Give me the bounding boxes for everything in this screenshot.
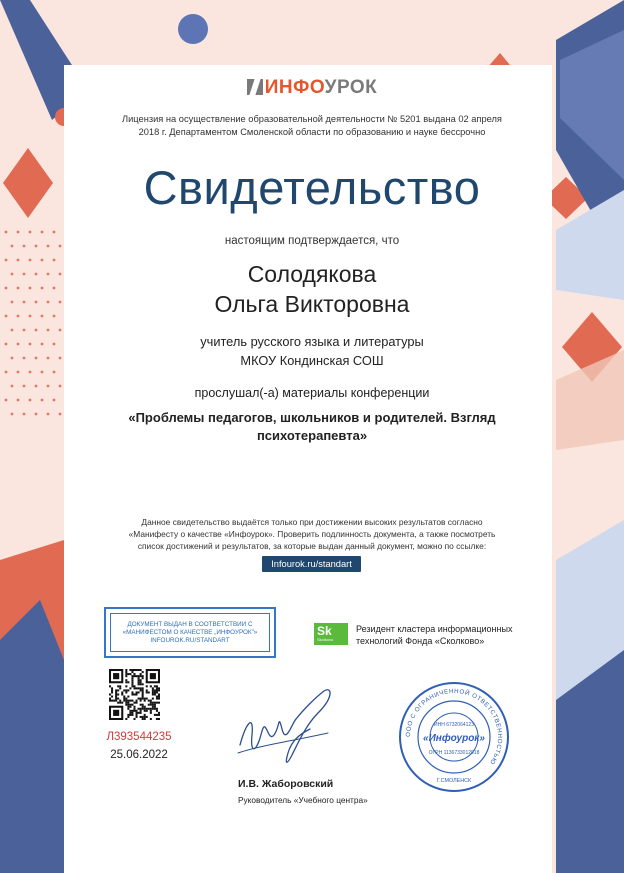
qr-module bbox=[125, 685, 127, 687]
decor-dot bbox=[59, 329, 62, 332]
qr-module bbox=[138, 698, 140, 700]
qr-module bbox=[125, 702, 127, 704]
qr-module bbox=[144, 714, 146, 716]
qr-module bbox=[142, 718, 144, 720]
qr-module bbox=[127, 704, 129, 706]
qr-module bbox=[123, 696, 125, 698]
decor-dot bbox=[11, 329, 14, 332]
qr-module bbox=[140, 698, 142, 700]
manifesto-line-3: INFOUROK.RU/STANDART bbox=[150, 636, 230, 644]
recipient-name bbox=[0, 259, 624, 319]
decor-dot bbox=[47, 413, 50, 416]
signatory-name: И.В. Жаборовский bbox=[238, 778, 334, 790]
qr-module bbox=[140, 681, 142, 683]
qr-module bbox=[138, 669, 140, 671]
decor-dot bbox=[17, 371, 20, 374]
qr-module bbox=[115, 696, 117, 698]
license-line-2: 2018 г. Департаментом Смоленской области по образованию и науке бессрочно bbox=[138, 127, 486, 137]
qr-module bbox=[156, 685, 158, 687]
qr-module bbox=[127, 714, 129, 716]
qr-module bbox=[140, 683, 142, 685]
qr-module bbox=[133, 693, 135, 695]
qr-module bbox=[146, 698, 148, 700]
qr-module bbox=[138, 675, 140, 677]
qr-module bbox=[138, 681, 140, 683]
qr-module bbox=[138, 679, 140, 681]
confirm-text: настоящим подтверждается, что bbox=[224, 235, 400, 247]
qr-module bbox=[125, 681, 127, 683]
qr-module bbox=[140, 669, 142, 671]
qr-module bbox=[127, 681, 129, 683]
skolkovo-line-1: Резидент кластера информационных bbox=[356, 624, 513, 634]
qr-module bbox=[146, 708, 148, 710]
qr-module bbox=[154, 689, 156, 691]
qr-code bbox=[109, 669, 160, 720]
conference-topic bbox=[120, 409, 504, 445]
qr-module bbox=[156, 718, 158, 720]
qr-module bbox=[152, 693, 154, 695]
decor-dot bbox=[53, 231, 56, 234]
qr-module bbox=[156, 689, 158, 691]
qr-module bbox=[129, 669, 131, 671]
qr-module bbox=[142, 675, 144, 677]
qr-module bbox=[140, 689, 142, 691]
qr-module bbox=[121, 693, 123, 695]
qr-module bbox=[129, 712, 131, 714]
qr-module bbox=[156, 710, 158, 712]
qr-module bbox=[125, 698, 127, 700]
qr-module bbox=[136, 716, 138, 718]
qr-module bbox=[150, 700, 152, 702]
qr-module bbox=[152, 691, 154, 693]
qr-module bbox=[148, 704, 150, 706]
disclaimer-line-1: Данное свидетельство выдаётся только при достижении высоких результатов согласно bbox=[141, 517, 483, 527]
qr-module bbox=[154, 691, 156, 693]
qr-module bbox=[117, 685, 119, 687]
qr-module bbox=[125, 718, 127, 720]
qr-module bbox=[115, 691, 117, 693]
logo-suffix: УРОК bbox=[324, 77, 378, 98]
qr-module bbox=[127, 716, 129, 718]
decor-dot bbox=[35, 413, 38, 416]
decor-dot bbox=[23, 329, 26, 332]
qr-module bbox=[138, 677, 140, 679]
registration-date: 25.06.2022 bbox=[110, 749, 168, 761]
qr-module bbox=[142, 696, 144, 698]
qr-module bbox=[140, 700, 142, 702]
skolkovo-text bbox=[356, 623, 536, 647]
qr-module bbox=[131, 714, 133, 716]
qr-module bbox=[113, 673, 119, 679]
qr-module bbox=[146, 685, 148, 687]
recipient-position: учитель русского языка и литературы bbox=[200, 334, 424, 349]
qr-module bbox=[154, 708, 156, 710]
qr-module bbox=[156, 698, 158, 700]
qr-module bbox=[156, 687, 158, 689]
qr-module bbox=[115, 693, 117, 695]
qr-module bbox=[150, 685, 152, 687]
qr-module bbox=[109, 700, 111, 702]
qr-module bbox=[131, 704, 133, 706]
qr-module bbox=[150, 704, 152, 706]
qr-module bbox=[158, 712, 160, 714]
qr-module bbox=[131, 679, 133, 681]
qr-module bbox=[152, 708, 154, 710]
recipient-surname: Солодякова bbox=[247, 261, 377, 287]
qr-module bbox=[127, 689, 129, 691]
qr-module bbox=[152, 698, 154, 700]
qr-module bbox=[133, 718, 135, 720]
qr-module bbox=[121, 691, 123, 693]
qr-module bbox=[129, 673, 131, 675]
qr-module bbox=[150, 718, 152, 720]
qr-module bbox=[133, 673, 135, 675]
disclaimer-line-2: «Манифесту о качестве «Инфоурок». Проверить подлинность документа, а также посмотреть bbox=[128, 529, 496, 539]
qr-module bbox=[136, 702, 138, 704]
qr-module bbox=[150, 673, 156, 679]
qr-module bbox=[138, 691, 140, 693]
disclaimer-text bbox=[108, 516, 516, 552]
qr-module bbox=[131, 677, 133, 679]
qr-module bbox=[154, 702, 156, 704]
qr-module bbox=[119, 687, 121, 689]
qr-module bbox=[150, 712, 152, 714]
qr-module bbox=[154, 693, 156, 695]
qr-module bbox=[133, 708, 135, 710]
qr-module bbox=[125, 704, 127, 706]
qr-module bbox=[119, 685, 121, 687]
qr-module bbox=[144, 700, 146, 702]
license-line-1: Лицензия на осуществление образовательной деятельности № 5201 выдана 02 апреля bbox=[122, 114, 502, 124]
qr-module bbox=[150, 710, 152, 712]
qr-module bbox=[111, 687, 113, 689]
qr-module bbox=[125, 691, 127, 693]
qr-module bbox=[142, 706, 144, 708]
qr-module bbox=[111, 700, 113, 702]
qr-module bbox=[127, 702, 129, 704]
qr-module bbox=[144, 698, 146, 700]
qr-module bbox=[156, 702, 158, 704]
manifesto-line-2: «МАНИФЕСТОМ О КАЧЕСТВЕ „ИНФОУРОК"» bbox=[122, 628, 258, 636]
skolkovo-line-2: технологий Фонда «Сколково» bbox=[356, 636, 485, 646]
qr-module bbox=[142, 691, 144, 693]
infourok-logo-icon bbox=[247, 79, 263, 95]
skolkovo-logo-letters: Sk bbox=[317, 624, 332, 638]
qr-module bbox=[109, 698, 111, 700]
qr-module bbox=[138, 683, 140, 685]
qr-module bbox=[133, 675, 135, 677]
qr-module bbox=[140, 673, 142, 675]
qr-module bbox=[138, 708, 140, 710]
qr-module bbox=[140, 710, 142, 712]
qr-module bbox=[129, 714, 131, 716]
qr-module bbox=[154, 714, 156, 716]
qr-module bbox=[156, 714, 158, 716]
qr-module bbox=[152, 704, 154, 706]
qr-module bbox=[133, 685, 135, 687]
qr-module bbox=[115, 700, 117, 702]
decor-dot bbox=[59, 413, 62, 416]
qr-module bbox=[158, 693, 160, 695]
qr-module bbox=[109, 685, 111, 687]
qr-module bbox=[131, 712, 133, 714]
qr-module bbox=[125, 679, 127, 681]
stamp-center-text: «Инфоурок» bbox=[423, 733, 485, 744]
qr-module bbox=[133, 702, 135, 704]
qr-module bbox=[129, 687, 131, 689]
qr-module bbox=[152, 702, 154, 704]
qr-module bbox=[156, 708, 158, 710]
qr-module bbox=[127, 706, 129, 708]
qr-module bbox=[131, 710, 133, 712]
qr-module bbox=[148, 708, 150, 710]
registration-number: Л393544235 bbox=[106, 731, 172, 743]
infourok-logo bbox=[0, 77, 624, 99]
qr-module bbox=[148, 700, 150, 702]
stamp-city: Г.СМОЛЕНСК bbox=[436, 778, 472, 784]
qr-module bbox=[158, 718, 160, 720]
qr-module bbox=[140, 704, 142, 706]
license-text bbox=[110, 113, 514, 139]
manifesto-badge bbox=[104, 607, 276, 658]
qr-module bbox=[129, 704, 131, 706]
qr-module bbox=[158, 689, 160, 691]
handwritten-signature bbox=[232, 683, 342, 773]
qr-module bbox=[140, 679, 142, 681]
qr-module bbox=[140, 687, 142, 689]
qr-module bbox=[154, 685, 156, 687]
qr-module bbox=[142, 687, 144, 689]
stamp-ring-text: ООО С ОГРАНИЧЕННОЙ ОТВЕТСТВЕННОСТЬЮ bbox=[404, 687, 504, 766]
decor-dot bbox=[17, 231, 20, 234]
decor-dot bbox=[29, 371, 32, 374]
decor-dot bbox=[41, 371, 44, 374]
qr-module bbox=[136, 687, 138, 689]
qr-module bbox=[125, 675, 127, 677]
qr-module bbox=[111, 689, 113, 691]
qr-module bbox=[133, 687, 135, 689]
qr-module bbox=[144, 710, 146, 712]
qr-module bbox=[156, 696, 158, 698]
decor-dot bbox=[35, 329, 38, 332]
qr-module bbox=[115, 689, 117, 691]
qr-module bbox=[136, 700, 138, 702]
qr-module bbox=[144, 708, 146, 710]
qr-module bbox=[152, 687, 154, 689]
qr-module bbox=[109, 693, 111, 695]
action-text: прослушал(-а) материалы конференции bbox=[194, 386, 430, 400]
qr-module bbox=[158, 702, 160, 704]
skolkovo-logo-small: Skolkovo bbox=[317, 637, 334, 642]
qr-module bbox=[142, 704, 144, 706]
qr-module bbox=[127, 696, 129, 698]
qr-module bbox=[154, 706, 156, 708]
decor-dot bbox=[47, 329, 50, 332]
qr-module bbox=[131, 675, 133, 677]
recipient-given-names: Ольга Викторовна bbox=[214, 291, 410, 317]
qr-module bbox=[117, 702, 119, 704]
qr-module bbox=[131, 700, 133, 702]
qr-module bbox=[150, 708, 152, 710]
qr-module bbox=[142, 716, 144, 718]
decor-dot bbox=[5, 231, 8, 234]
signatory-title: Руководитель «Учебного центра» bbox=[238, 795, 368, 805]
qr-module bbox=[140, 716, 142, 718]
stamp-inn: ИНН 6732064123 bbox=[433, 722, 475, 728]
qr-module bbox=[136, 675, 138, 677]
logo-prefix: ИНФО bbox=[264, 77, 325, 98]
qr-module bbox=[136, 693, 138, 695]
qr-module bbox=[136, 712, 138, 714]
qr-module bbox=[123, 689, 125, 691]
recipient-school: МКОУ Кондинская СОШ bbox=[240, 353, 384, 368]
certificate-title: Свидетельство bbox=[143, 161, 481, 214]
qr-module bbox=[129, 700, 131, 702]
qr-module bbox=[152, 689, 154, 691]
qr-module bbox=[119, 702, 121, 704]
skolkovo-logo bbox=[314, 623, 348, 645]
qr-module bbox=[136, 714, 138, 716]
qr-module bbox=[117, 693, 119, 695]
disclaimer-line-3: список достижений и результатов, за которые выдан данный документ, можно по ссылке: bbox=[137, 541, 487, 551]
topic-line-1: «Проблемы педагогов, школьников и родителей. Взгляд bbox=[128, 410, 496, 425]
qr-module bbox=[111, 691, 113, 693]
qr-module bbox=[125, 689, 127, 691]
qr-module bbox=[133, 669, 135, 671]
qr-module bbox=[131, 671, 133, 673]
qr-module bbox=[142, 708, 144, 710]
qr-module bbox=[142, 689, 144, 691]
qr-module bbox=[150, 702, 152, 704]
qr-module bbox=[127, 700, 129, 702]
qr-module bbox=[123, 700, 125, 702]
decor-dot bbox=[53, 371, 56, 374]
qr-module bbox=[129, 710, 131, 712]
qr-module bbox=[125, 671, 127, 673]
topic-line-2: психотерапевта» bbox=[256, 428, 368, 443]
qr-module bbox=[142, 693, 144, 695]
qr-module bbox=[113, 700, 115, 702]
qr-module bbox=[125, 669, 127, 671]
qr-module bbox=[119, 700, 121, 702]
qr-module bbox=[131, 681, 133, 683]
standart-link[interactable]: Infourok.ru/standart bbox=[262, 556, 361, 572]
qr-module bbox=[142, 683, 144, 685]
qr-module bbox=[111, 696, 113, 698]
qr-module bbox=[144, 718, 146, 720]
qr-module bbox=[131, 669, 133, 671]
qr-module bbox=[144, 716, 146, 718]
qr-module bbox=[144, 706, 146, 708]
qr-module bbox=[117, 689, 119, 691]
qr-module bbox=[158, 714, 160, 716]
qr-module bbox=[136, 669, 138, 671]
recipient-role bbox=[0, 332, 624, 370]
decor-dot bbox=[5, 371, 8, 374]
qr-module bbox=[113, 710, 119, 716]
qr-module bbox=[158, 696, 160, 698]
qr-module bbox=[158, 687, 160, 689]
qr-module bbox=[127, 708, 129, 710]
qr-module bbox=[133, 710, 135, 712]
qr-module bbox=[136, 710, 138, 712]
qr-module bbox=[117, 698, 119, 700]
qr-module bbox=[125, 700, 127, 702]
stamp-ogrn: ОГРН 1136733012018 bbox=[428, 750, 480, 756]
qr-module bbox=[127, 673, 129, 675]
qr-module bbox=[129, 706, 131, 708]
qr-module bbox=[146, 689, 148, 691]
qr-module bbox=[158, 698, 160, 700]
qr-module bbox=[142, 698, 144, 700]
qr-module bbox=[156, 691, 158, 693]
qr-module bbox=[131, 693, 133, 695]
qr-module bbox=[123, 698, 125, 700]
qr-module bbox=[154, 704, 156, 706]
qr-module bbox=[146, 716, 148, 718]
qr-module bbox=[140, 712, 142, 714]
qr-module bbox=[131, 691, 133, 693]
qr-module bbox=[142, 671, 144, 673]
qr-module bbox=[121, 702, 123, 704]
qr-module bbox=[125, 673, 127, 675]
decor-dot bbox=[23, 413, 26, 416]
qr-module bbox=[133, 706, 135, 708]
qr-module bbox=[131, 685, 133, 687]
qr-module bbox=[115, 698, 117, 700]
qr-module bbox=[140, 708, 142, 710]
qr-module bbox=[136, 691, 138, 693]
decor-dot bbox=[29, 231, 32, 234]
qr-module bbox=[146, 710, 148, 712]
qr-module bbox=[138, 712, 140, 714]
qr-module bbox=[142, 677, 144, 679]
qr-module bbox=[131, 683, 133, 685]
decor-dot bbox=[41, 231, 44, 234]
qr-module bbox=[138, 687, 140, 689]
qr-module bbox=[152, 706, 154, 708]
manifesto-line-1: ДОКУМЕНТ ВЫДАН В СООТВЕТСТВИИ С bbox=[127, 620, 253, 628]
qr-module bbox=[146, 691, 148, 693]
official-stamp bbox=[398, 681, 510, 793]
decor-dot bbox=[11, 413, 14, 416]
qr-module bbox=[140, 675, 142, 677]
qr-module bbox=[148, 691, 150, 693]
